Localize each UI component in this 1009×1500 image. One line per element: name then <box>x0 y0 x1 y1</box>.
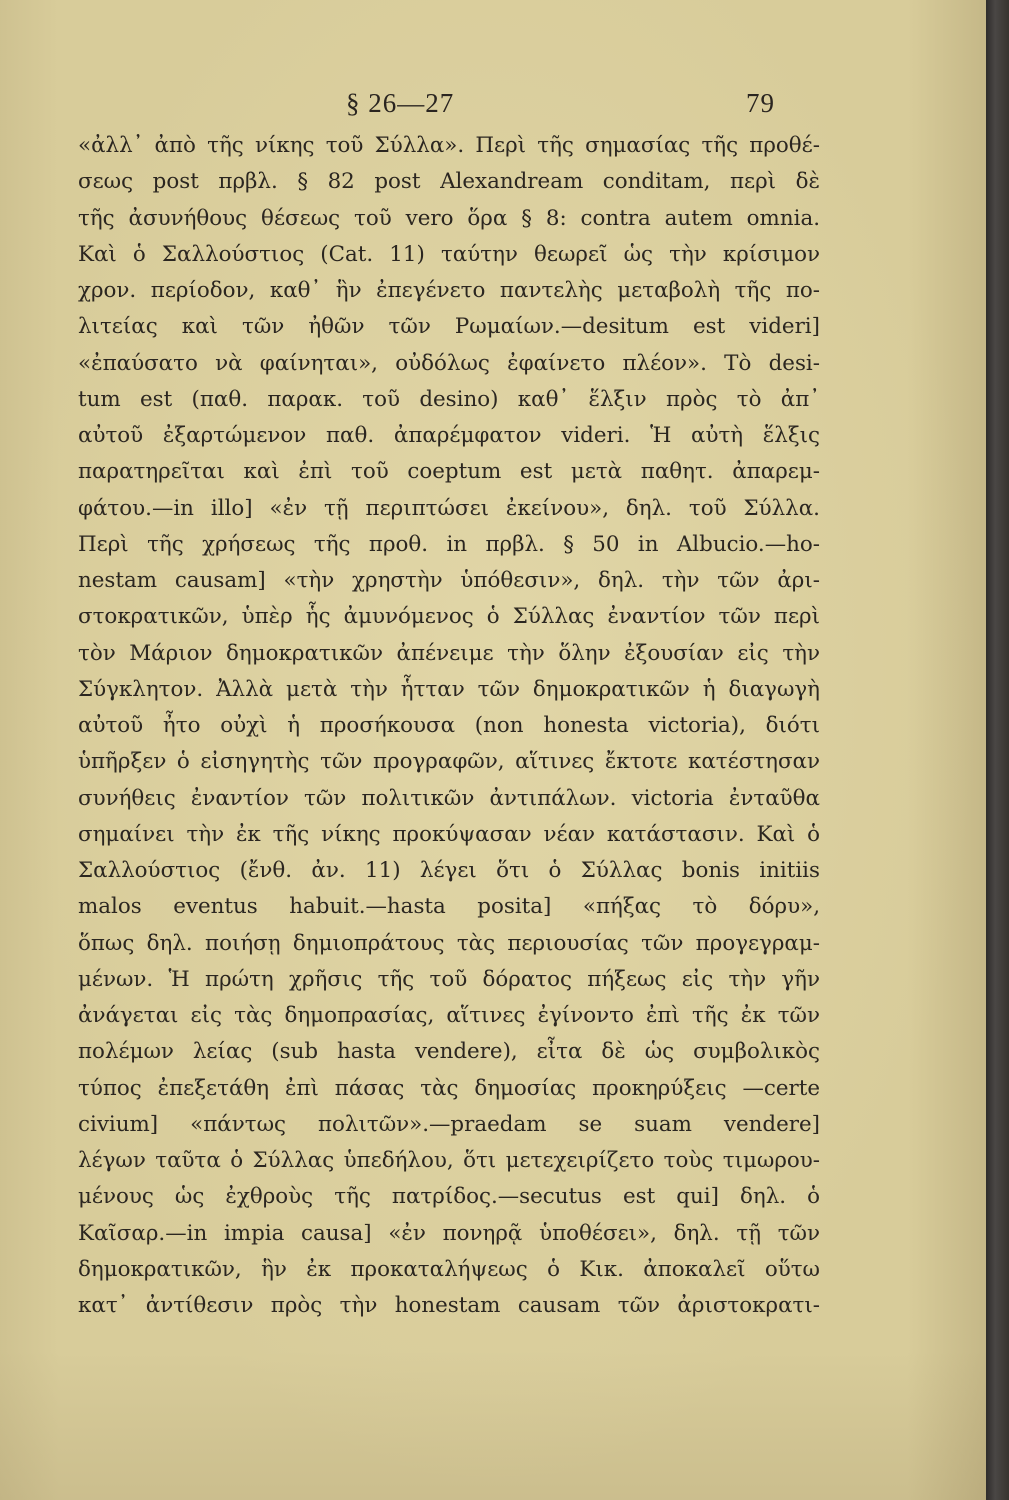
text-line: τύπος ἐπεξετάθη ἐπὶ πάσας τὰς δημοσίας προκηρύξεις —certe <box>78 1075 820 1101</box>
text-line: Περὶ τῆς χρήσεως τῆς προθ. in πρβλ. § 50 in Albucio.—ho- <box>78 531 820 557</box>
text-line: αὐτοῦ ἦτο οὐχὶ ἡ προσήκουσα (non honesta victoria), διότι <box>78 713 820 738</box>
text-line: φάτου.—in illo] «ἐν τῇ περιπτώσει ἐκείνου», δηλ. τοῦ Σύλλα. <box>78 495 820 521</box>
commentary-text <box>78 128 820 1324</box>
text-line: στοκρατικῶν, ὑπὲρ ἧς ἀμυνόμενος ὁ Σύλλας ἐναντίον τῶν περὶ <box>78 604 820 630</box>
text-line: κατ᾽ ἀντίθεσιν πρὸς τὴν honestam causam τῶν ἀριστοκρατι- <box>78 1293 820 1318</box>
text-line: tum est (παθ. παρακ. τοῦ desino) καθ᾽ ἕλξιν πρὸς τὸ ἀπ᾽ <box>78 386 820 412</box>
text-line: nestam causam] «τὴν χρηστὴν ὑπόθεσιν», δηλ. τὴν τῶν ἀρι- <box>78 568 820 593</box>
text-line: αὐτοῦ ἐξαρτώμενον παθ. ἀπαρέμφατον videri. Ἡ αὐτὴ ἕλξις <box>78 423 820 448</box>
text-line: λιτείας καὶ τῶν ἠθῶν τῶν Ρωμαίων.—desitum est videri] <box>78 314 820 340</box>
text-line: Καὶ ὁ Σαλλούστιος (Cat. 11) ταύτην θεωρεῖ ὡς τὴν κρίσιμον <box>78 241 820 267</box>
text-line: «ἐπαύσατο νὰ φαίνηται», οὐδόλως ἐφαίνετο πλέον». Τὸ desi- <box>78 350 820 376</box>
text-line: σημαίνει τὴν ἐκ τῆς νίκης προκύψασαν νέαν κατάστασιν. Καὶ ὁ <box>78 821 820 847</box>
text-line: τῆς ἀσυνήθους θέσεως τοῦ vero ὅρα § 8: contra autem omnia. <box>78 205 820 231</box>
text-line: μένων. Ἡ πρώτη χρῆσις τῆς τοῦ δόρατος πήξεως εἰς τὴν γῆν <box>78 966 820 992</box>
text-line: λέγων ταῦτα ὁ Σύλλας ὑπεδήλου, ὅτι μετεχειρίζετο τοὺς τιμωρου- <box>78 1148 820 1173</box>
text-line: συνήθεις ἐναντίον τῶν πολιτικῶν ἀντιπάλων. victoria ἐνταῦθα <box>78 785 820 811</box>
book-cover-edge <box>986 0 1009 1500</box>
text-line: παρατηρεῖται καὶ ἐπὶ τοῦ coeptum est μετὰ παθητ. ἀπαρεμ- <box>78 459 820 485</box>
text-line: πολέμων λείας (sub hasta vendere), εἶτα δὲ ὡς συμβολικὸς <box>78 1039 820 1065</box>
text-line: σεως post πρβλ. § 82 post Alexandream conditam, περὶ δὲ <box>78 169 820 195</box>
text-line: χρον. περίοδον, καθ᾽ ἣν ἐπεγένετο παντελὴς μεταβολὴ τῆς πο- <box>78 278 820 303</box>
text-line: Σαλλούστιος (ἔνθ. ἀν. 11) λέγει ὅτι ὁ Σύλλας bonis initiis <box>78 858 820 883</box>
text-line: μένους ὡς ἐχθροὺς τῆς πατρίδος.—secutus est qui] δηλ. ὁ <box>78 1184 820 1210</box>
text-line: malos eventus habuit.—hasta posita] «πήξας τὸ δόρυ», <box>78 894 820 920</box>
text-line: Καῖσαρ.—in impia causa] «ἐν πονηρᾷ ὑποθέσει», δηλ. τῇ τῶν <box>78 1220 820 1246</box>
section-reference: § 26—27 <box>346 88 455 118</box>
text-line: civium] «πάντως πολιτῶν».—praedam se suam vendere] <box>78 1111 820 1137</box>
text-line: «ἀλλ᾽ ἀπὸ τῆς νίκης τοῦ Σύλλα». Περὶ τῆς σημασίας τῆς προθέ- <box>78 133 820 158</box>
page-header <box>0 88 986 128</box>
text-line: τὸν Μάριον δημοκρατικῶν ἀπένειμε τὴν ὅλην ἐξουσίαν εἰς τὴν <box>78 640 820 666</box>
text-line: ἀνάγεται εἰς τὰς δημοπρασίας, αἵτινες ἐγίνοντο ἐπὶ τῆς ἐκ τῶν <box>78 1003 820 1028</box>
text-line: Σύγκλητον. Ἀλλὰ μετὰ τὴν ἧτταν τῶν δημοκρατικῶν ἡ διαγωγὴ <box>78 676 820 702</box>
text-line: δημοκρατικῶν, ἣν ἐκ προκαταλήψεως ὁ Κικ. ἀποκαλεῖ οὕτω <box>78 1256 820 1282</box>
text-line: ὑπῆρξεν ὁ εἰσηγητὴς τῶν προγραφῶν, αἵτινες ἔκτοτε κατέστησαν <box>78 749 820 775</box>
page-number: 79 <box>746 88 775 118</box>
text-line: ὅπως δηλ. ποιήσῃ δημιοπράτους τὰς περιουσίας τῶν προγεγραμ- <box>78 930 820 956</box>
